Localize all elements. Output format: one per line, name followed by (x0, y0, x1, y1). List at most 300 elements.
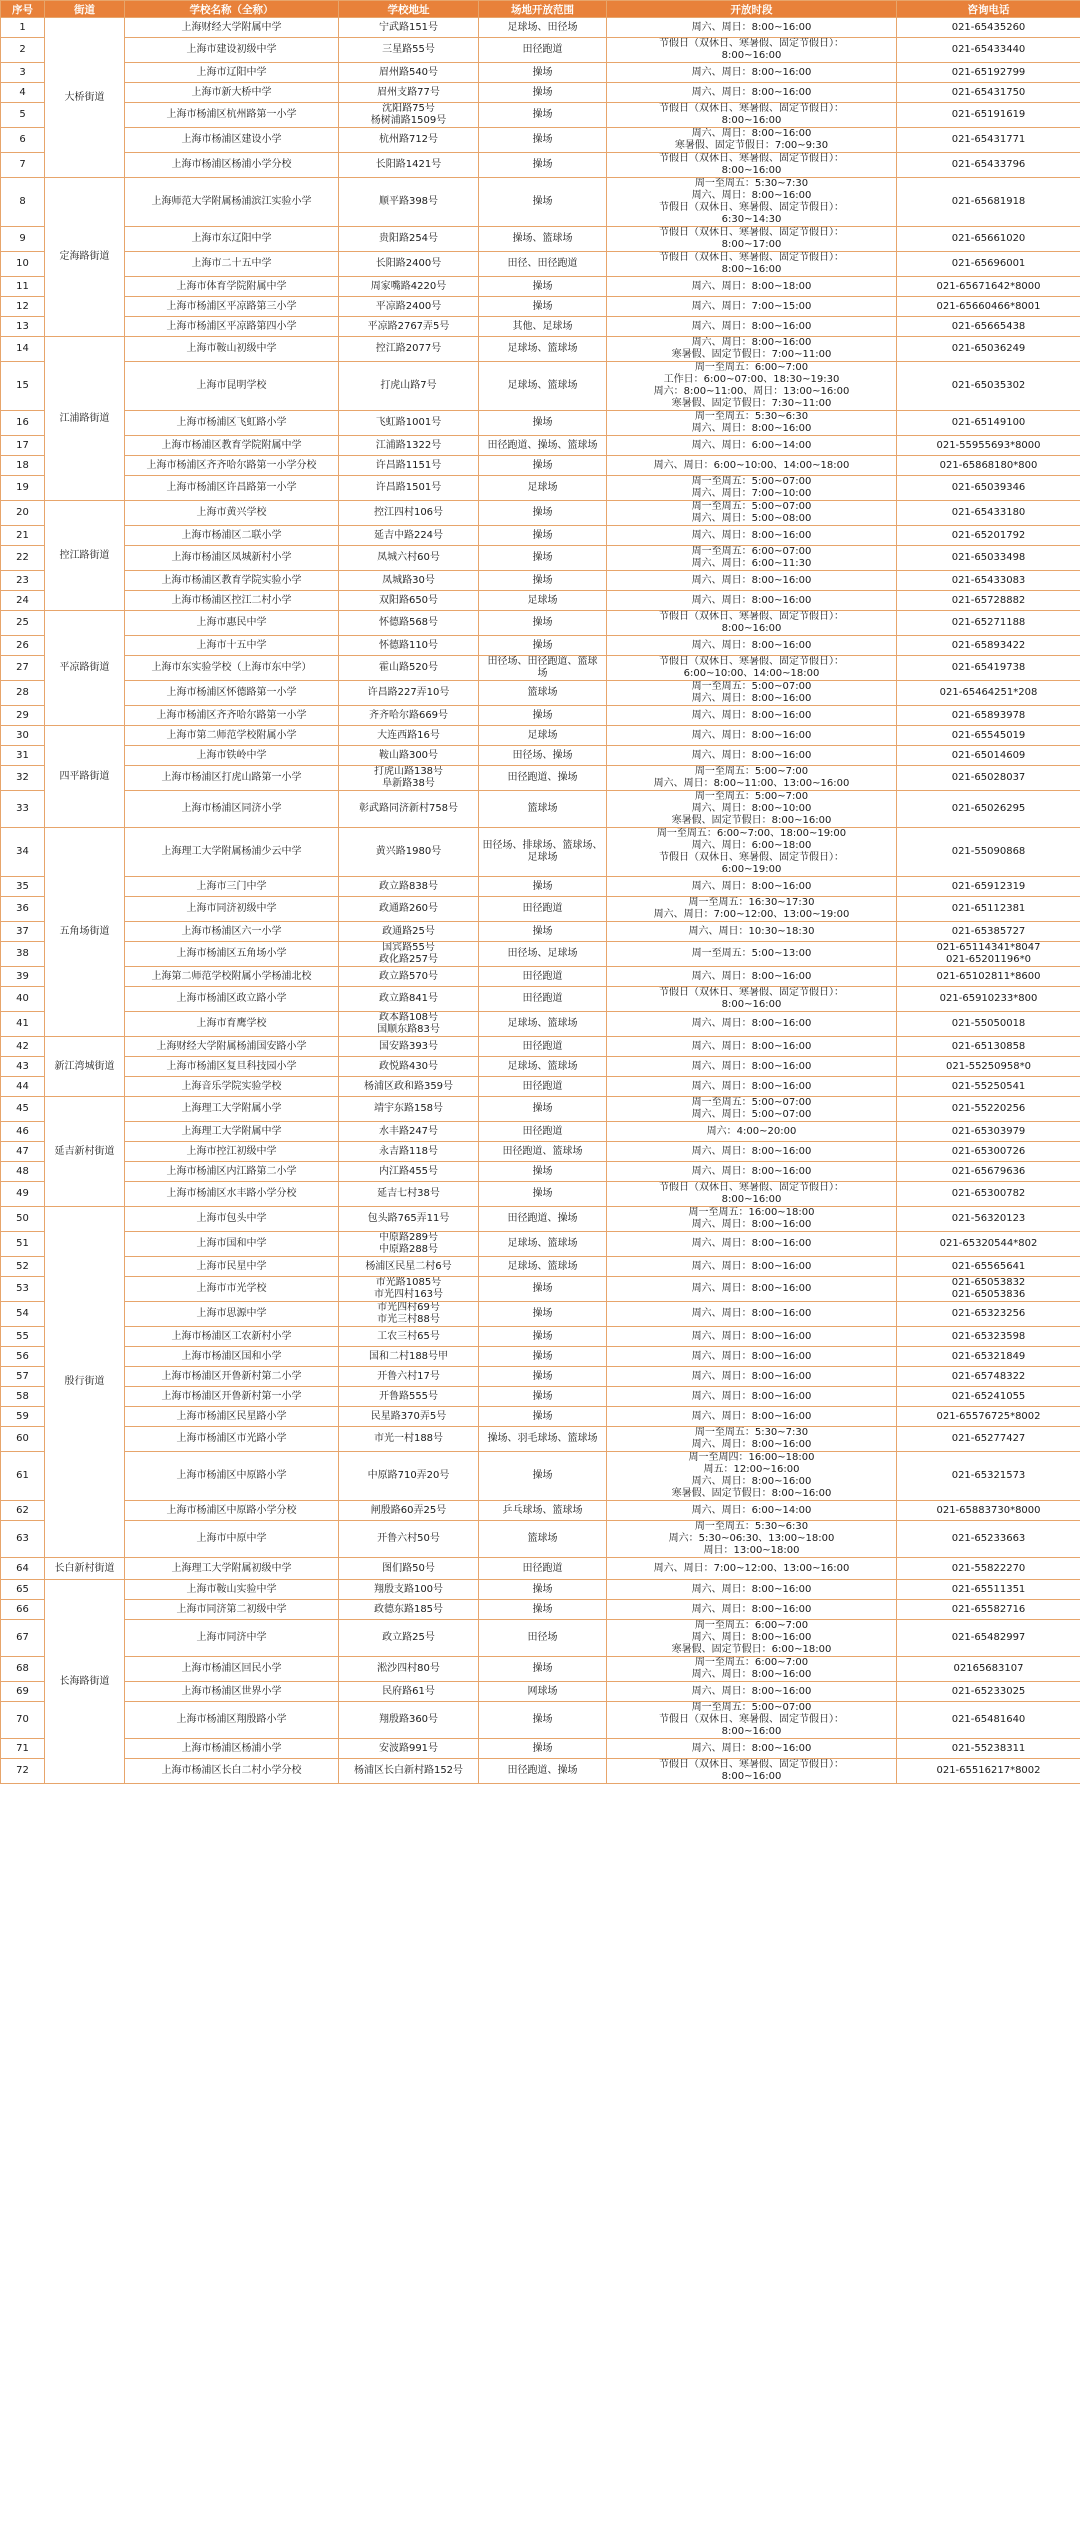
hours-line: 节假日（双休日、寒暑假、固定节假日）： (659, 1759, 844, 1770)
scope-line: 足球场 (527, 594, 558, 606)
table-row (1, 656, 1080, 681)
scope-line: 操场 (532, 507, 553, 518)
scope-line: 足球场、篮球场 (507, 1238, 578, 1249)
phone-number: 021-65728882 (951, 594, 1026, 606)
address-line: 中原路289号 (378, 1232, 439, 1243)
school-name-cell: 上海市杨浦区回民小学 (125, 1657, 339, 1682)
hours-cell (607, 1620, 897, 1657)
hours-line: 周六、周日：8:00~16:00 (691, 1260, 812, 1272)
scope-cell (479, 1207, 607, 1232)
scope-cell (479, 337, 607, 362)
table-row (1, 178, 1080, 227)
hours-cell (607, 1232, 897, 1257)
hours-line: 8:00~16:00 (721, 1771, 782, 1782)
scope-line: 操场 (532, 134, 553, 145)
hours-line: 周六、周日：6:00~14:00 (691, 1504, 812, 1516)
hours-cell (607, 153, 897, 178)
address-cell (339, 828, 479, 877)
scope-cell (479, 128, 607, 153)
school-name-cell: 上海市杨浦区平凉路第三小学 (125, 297, 339, 317)
phone-cell (897, 362, 1080, 411)
table-row (1, 18, 1080, 38)
hours-cell (607, 1057, 897, 1077)
address-cell (339, 877, 479, 897)
school-name-cell: 上海市国和中学 (125, 1232, 339, 1257)
hours-cell (607, 1521, 897, 1558)
hours-line: 周六、周日：8:00~16:00 (691, 709, 812, 721)
address-cell (339, 1367, 479, 1387)
address-line: 阜新路38号 (382, 778, 435, 789)
hours-cell (607, 1142, 897, 1162)
address-cell (339, 476, 479, 501)
scope-line: 操场 (532, 1714, 553, 1725)
phone-cell (897, 1037, 1080, 1057)
school-name-cell: 上海市杨浦区杨浦小学 (125, 1739, 339, 1759)
hours-line: 周六、周日：5:00~08:00 (691, 513, 812, 524)
scope-cell (479, 1521, 607, 1558)
hours-cell (607, 942, 897, 967)
row-number-cell: 46 (1, 1122, 45, 1142)
table-row (1, 1407, 1080, 1427)
school-name-cell: 上海市中原中学 (125, 1521, 339, 1558)
phone-cell (897, 83, 1080, 103)
address-cell (339, 1600, 479, 1620)
hours-line: 节假日（双休日、寒暑假、固定节假日）： (659, 153, 844, 164)
table-row (1, 967, 1080, 987)
table-row (1, 877, 1080, 897)
school-name-cell: 上海市包头中学 (125, 1207, 339, 1232)
header-cell-scope: 场地开放范围 (479, 1, 607, 18)
address-line: 靖宇东路158号 (373, 1103, 444, 1114)
table-row (1, 103, 1080, 128)
hours-cell (607, 1580, 897, 1600)
address-line: 贵阳路254号 (378, 233, 439, 244)
school-name-cell: 上海市体育学院附属中学 (125, 277, 339, 297)
scope-cell (479, 546, 607, 571)
row-number-cell: 59 (1, 1407, 45, 1427)
row-number-cell: 70 (1, 1702, 45, 1739)
address-cell (339, 1182, 479, 1207)
school-name-cell: 上海市杨浦区控江二村小学 (125, 591, 339, 611)
phone-number: 021-65300782 (951, 1188, 1026, 1199)
hours-cell (607, 1182, 897, 1207)
scope-cell (479, 63, 607, 83)
phone-number: 021-65385727 (951, 925, 1026, 937)
phone-number: 021-65433440 (951, 44, 1026, 55)
hours-cell (607, 252, 897, 277)
row-number-cell: 33 (1, 791, 45, 828)
hours-line: 节假日（双休日、寒暑假、固定节假日）： (659, 227, 844, 238)
scope-line: 操场 (532, 1470, 553, 1481)
address-cell (339, 1162, 479, 1182)
row-number-cell: 38 (1, 942, 45, 967)
address-cell (339, 922, 479, 942)
hours-line: 周六、周日：8:00~16:00 (691, 423, 812, 434)
table-row (1, 726, 1080, 746)
table-row (1, 1277, 1080, 1302)
row-number-cell: 27 (1, 656, 45, 681)
scope-line: 操场 (532, 417, 553, 428)
table-row (1, 1387, 1080, 1407)
phone-number-alt: 021-65201196*0 (946, 954, 1031, 965)
row-number-cell: 28 (1, 681, 45, 706)
hours-line: 周一至周五：5:00~07:00 (691, 501, 812, 512)
address-cell (339, 1452, 479, 1501)
subdistrict-cell: 大桥街道 (45, 18, 125, 178)
school-name-cell: 上海财经大学附属中学 (125, 18, 339, 38)
address-cell (339, 1501, 479, 1521)
address-line: 政本路108号 (378, 1012, 439, 1023)
school-name-cell: 上海市杨浦区中原路小学分校 (125, 1501, 339, 1521)
hours-line: 周六、周日：8:00~16:00 (691, 1040, 812, 1052)
scope-line: 操场、篮球场 (512, 233, 573, 244)
table-row (1, 128, 1080, 153)
phone-cell (897, 277, 1080, 297)
scope-cell (479, 1057, 607, 1077)
phone-number: 02165683107 (953, 1663, 1024, 1674)
hours-line: 节假日（双休日、寒暑假、固定节假日）： (659, 103, 844, 114)
scope-cell (479, 611, 607, 636)
phone-cell (897, 456, 1080, 476)
phone-number: 021-65321849 (951, 1350, 1026, 1362)
hours-cell (607, 18, 897, 38)
table-row (1, 1122, 1080, 1142)
hours-line: 周六、周日：8:00~16:00 (691, 1330, 812, 1342)
school-name-cell: 上海市杨浦区工农新村小学 (125, 1327, 339, 1347)
address-line: 顺平路398号 (378, 196, 439, 207)
address-line: 怀德路568号 (378, 617, 439, 628)
hours-cell (607, 1702, 897, 1739)
scope-line: 足球场、篮球场 (507, 1018, 578, 1029)
hours-line: 周一至周五：16:30~17:30 (688, 897, 815, 908)
school-name-cell: 上海市杨浦区翔殷路小学 (125, 1702, 339, 1739)
address-line: 工农三村65号 (377, 1330, 440, 1342)
hours-line: 8:00~16:00 (721, 50, 782, 61)
scope-line: 足球场、篮球场 (507, 343, 578, 354)
school-name-cell: 上海财经大学附属杨浦国安路小学 (125, 1037, 339, 1057)
school-name-cell: 上海理工大学附属初级中学 (125, 1558, 339, 1580)
scope-cell (479, 766, 607, 791)
address-cell (339, 83, 479, 103)
scope-cell (479, 277, 607, 297)
scope-line: 田径跑道 (522, 993, 563, 1004)
hours-line: 周六、周日：8:00~16:00 (691, 880, 812, 892)
table-row (1, 1012, 1080, 1037)
hours-line: 周六、周日：6:00~11:30 (691, 558, 812, 569)
table-row (1, 987, 1080, 1012)
hours-line: 周六、周日：8:00~16:00 (691, 1476, 812, 1487)
hours-line: 周六、周日：8:00~16:00 (691, 1283, 812, 1294)
phone-number: 021-65102811*8600 (936, 970, 1041, 982)
scope-line: 田径跑道、操场、篮球场 (487, 439, 598, 451)
hours-line: 寒暑假、固定节假日：8:00~16:00 (671, 1488, 832, 1499)
address-line: 杨浦区民星二村6号 (365, 1260, 452, 1272)
school-name-cell: 上海市同济初级中学 (125, 897, 339, 922)
phone-cell (897, 591, 1080, 611)
subdistrict-cell: 控江路街道 (45, 501, 125, 611)
table-row (1, 1057, 1080, 1077)
phone-cell (897, 1558, 1080, 1580)
school-name-cell: 上海市鞍山初级中学 (125, 337, 339, 362)
address-line: 彰武路同济新村758号 (358, 803, 459, 814)
scope-cell (479, 1077, 607, 1097)
address-cell (339, 766, 479, 791)
hours-line: 周一至周五：5:00~7:00 (694, 791, 809, 802)
address-line: 长阳路1421号 (375, 159, 442, 170)
scope-line: 操场 (532, 617, 553, 628)
phone-cell (897, 1347, 1080, 1367)
scope-cell (479, 791, 607, 828)
address-cell (339, 362, 479, 411)
phone-cell (897, 1739, 1080, 1759)
school-name-cell: 上海市杨浦区打虎山路第一小学 (125, 766, 339, 791)
phone-cell (897, 1407, 1080, 1427)
address-line: 霍山路520号 (378, 662, 439, 673)
scope-line: 田径跑道、篮球场 (502, 1145, 583, 1157)
row-number-cell: 8 (1, 178, 45, 227)
phone-number: 021-65114341*8047 (936, 942, 1041, 953)
scope-cell (479, 922, 607, 942)
phone-cell (897, 571, 1080, 591)
phone-cell (897, 1580, 1080, 1600)
school-name-cell: 上海市杨浦区怀德路第一小学 (125, 681, 339, 706)
scope-line: 操场 (532, 1603, 553, 1615)
scope-cell (479, 18, 607, 38)
phone-cell (897, 1427, 1080, 1452)
scope-cell (479, 1657, 607, 1682)
table-row (1, 277, 1080, 297)
hours-line: 节假日（双休日、寒暑假、固定节假日）： (659, 1182, 844, 1193)
scope-line: 操场 (532, 196, 553, 207)
phone-cell (897, 1387, 1080, 1407)
phone-cell (897, 1521, 1080, 1558)
table-row (1, 1682, 1080, 1702)
address-line: 民府路61号 (382, 1685, 435, 1697)
scope-line: 操场 (532, 1583, 553, 1595)
table-row (1, 1600, 1080, 1620)
school-name-cell: 上海市杨浦区平凉路第四小学 (125, 317, 339, 337)
scope-cell (479, 942, 607, 967)
table-row (1, 297, 1080, 317)
row-number-cell: 6 (1, 128, 45, 153)
hours-line: 周六、周日：8:00~16:00 (691, 693, 812, 704)
school-name-cell: 上海音乐学院实验学校 (125, 1077, 339, 1097)
hours-line: 8:00~16:00 (721, 1194, 782, 1205)
address-cell (339, 1521, 479, 1558)
hours-cell (607, 1012, 897, 1037)
address-line: 闸殷路60弄25号 (370, 1504, 447, 1516)
scope-line: 操场 (532, 925, 553, 937)
address-line: 内江路455号 (378, 1165, 439, 1177)
phone-cell (897, 897, 1080, 922)
phone-number: 021-65435260 (951, 21, 1026, 33)
hours-cell (607, 1452, 897, 1501)
phone-cell (897, 726, 1080, 746)
row-number-cell: 22 (1, 546, 45, 571)
hours-line: 节假日（双休日、寒暑假、固定节假日）： (659, 987, 844, 998)
hours-cell (607, 1759, 897, 1784)
phone-number: 021-65748322 (951, 1370, 1026, 1382)
hours-line: 周六、周日：8:00~16:00 (691, 1685, 812, 1697)
table-row (1, 1162, 1080, 1182)
hours-cell (607, 967, 897, 987)
phone-number: 021-65320544*802 (939, 1238, 1038, 1249)
subdistrict-cell: 平凉路街道 (45, 611, 125, 726)
row-number-cell: 7 (1, 153, 45, 178)
address-cell (339, 411, 479, 436)
scope-cell (479, 746, 607, 766)
scope-line: 操场 (532, 1350, 553, 1362)
address-cell (339, 611, 479, 636)
row-number-cell: 30 (1, 726, 45, 746)
table-row (1, 706, 1080, 726)
table-row (1, 1427, 1080, 1452)
scope-line: 操场 (532, 1390, 553, 1402)
scope-cell (479, 526, 607, 546)
school-name-cell: 上海市控江初级中学 (125, 1142, 339, 1162)
school-name-cell: 上海市杨浦区长白二村小学分校 (125, 1759, 339, 1784)
phone-cell (897, 252, 1080, 277)
hours-line: 周六：8:00~11:00、周日：13:00~16:00 (653, 386, 850, 397)
address-cell (339, 987, 479, 1012)
scope-line: 操场 (532, 639, 553, 651)
address-cell (339, 297, 479, 317)
hours-line: 周六：5:30~06:30、13:00~18:00 (668, 1533, 835, 1544)
school-name-cell: 上海市杨浦区飞虹路小学 (125, 411, 339, 436)
scope-cell (479, 501, 607, 526)
hours-cell (607, 1367, 897, 1387)
school-name-cell: 上海市杨浦区政立路小学 (125, 987, 339, 1012)
hours-line: 寒暑假、固定节假日：7:00~11:00 (671, 349, 832, 360)
hours-line: 周六、周日：7:00~15:00 (691, 300, 812, 312)
address-cell (339, 1558, 479, 1580)
phone-number: 021-65665438 (951, 320, 1026, 332)
address-cell (339, 1077, 479, 1097)
scope-cell (479, 1097, 607, 1122)
header-cell-phone: 咨询电话 (897, 1, 1080, 18)
hours-cell (607, 1122, 897, 1142)
scope-cell (479, 656, 607, 681)
phone-number: 021-55250958*0 (946, 1060, 1031, 1072)
hours-line: 周一至周五：6:00~7:00、18:00~19:00 (656, 828, 847, 839)
table-row (1, 411, 1080, 436)
school-name-cell: 上海市杨浦区教育学院实验小学 (125, 571, 339, 591)
address-cell (339, 1620, 479, 1657)
hours-cell (607, 297, 897, 317)
address-cell (339, 546, 479, 571)
hours-cell (607, 1739, 897, 1759)
school-name-cell: 上海市杨浦区杭州路第一小学 (125, 103, 339, 128)
hours-cell (607, 1657, 897, 1682)
phone-number: 021-65241055 (951, 1390, 1026, 1402)
phone-cell (897, 1367, 1080, 1387)
scope-cell (479, 1407, 607, 1427)
hours-line: 周五：12:00~16:00 (703, 1464, 800, 1475)
hours-line: 周六、周日：8:00~16:00 (691, 1583, 812, 1595)
row-number-cell: 42 (1, 1037, 45, 1057)
school-name-cell: 上海市东辽阳中学 (125, 227, 339, 252)
school-name-cell: 上海市杨浦区中原路小学 (125, 1452, 339, 1501)
hours-line: 周一至周四：16:00~18:00 (688, 1452, 815, 1463)
scope-line: 操场 (532, 109, 553, 120)
hours-line: 周六、周日：8:00~16:00 (691, 1390, 812, 1402)
hours-cell (607, 706, 897, 726)
hours-line: 8:00~17:00 (721, 239, 782, 250)
hours-line: 周一至周五：6:00~7:00 (694, 362, 809, 373)
address-cell (339, 942, 479, 967)
address-cell (339, 38, 479, 63)
phone-number: 021-65233025 (951, 1685, 1026, 1697)
school-name-cell: 上海市育鹰学校 (125, 1012, 339, 1037)
school-name-cell: 上海市第二师范学校附属小学 (125, 726, 339, 746)
hours-line: 周一至周五：5:00~07:00 (691, 1097, 812, 1108)
row-number-cell: 56 (1, 1347, 45, 1367)
hours-line: 周六、周日：8:00~16:00 (691, 574, 812, 586)
hours-line: 周一至周五：6:00~7:00 (694, 1620, 809, 1631)
hours-cell (607, 1427, 897, 1452)
phone-cell (897, 436, 1080, 456)
hours-line: 寒暑假、固定节假日：8:00~16:00 (671, 815, 832, 826)
school-name-cell: 上海市杨浦区建设小学 (125, 128, 339, 153)
phone-number: 021-65201792 (951, 529, 1026, 541)
hours-line: 周六、周日：8:00~16:00 (691, 21, 812, 33)
subdistrict-cell: 五角场街道 (45, 828, 125, 1037)
hours-cell (607, 591, 897, 611)
scope-line: 操场 (532, 1330, 553, 1342)
hours-line: 6:00~10:00、14:00~18:00 (683, 668, 820, 679)
hours-cell (607, 38, 897, 63)
phone-number: 021-55822270 (951, 1562, 1026, 1574)
phone-number: 021-65582716 (951, 1603, 1026, 1615)
hours-line: 工作日：6:00~07:00、18:30~19:30 (663, 374, 840, 385)
table-row (1, 1257, 1080, 1277)
scope-cell (479, 726, 607, 746)
hours-cell (607, 1387, 897, 1407)
row-number-cell: 54 (1, 1302, 45, 1327)
phone-number: 021-65671642*8000 (936, 280, 1041, 292)
address-line: 平凉路2767弄5号 (367, 320, 450, 332)
hours-line: 周六、周日：8:00~18:00 (691, 280, 812, 292)
scope-line: 操场 (532, 459, 553, 471)
address-line: 凤城六村60号 (377, 552, 440, 563)
hours-cell (607, 1407, 897, 1427)
scope-line: 操场 (532, 280, 553, 292)
scope-line: 操场 (532, 1165, 553, 1177)
phone-cell (897, 1620, 1080, 1657)
school-name-cell: 上海市铁岭中学 (125, 746, 339, 766)
scope-cell (479, 1452, 607, 1501)
row-number-cell: 71 (1, 1739, 45, 1759)
phone-cell (897, 178, 1080, 227)
scope-line: 田径场、田径跑道、篮球 (487, 656, 598, 667)
school-name-cell: 上海市昆明学校 (125, 362, 339, 411)
hours-cell (607, 1501, 897, 1521)
address-cell (339, 1142, 479, 1162)
phone-number: 021-65130858 (951, 1040, 1026, 1052)
hours-cell (607, 726, 897, 746)
scope-cell (479, 1702, 607, 1739)
phone-number: 021-65035302 (951, 380, 1026, 391)
scope-line: 操场 (532, 1742, 553, 1754)
address-line: 齐齐哈尔路669号 (368, 709, 449, 721)
scope-cell (479, 1387, 607, 1407)
row-number-cell: 51 (1, 1232, 45, 1257)
hours-cell (607, 1558, 897, 1580)
school-name-cell: 上海市杨浦区国和小学 (125, 1347, 339, 1367)
phone-cell (897, 1501, 1080, 1521)
phone-number: 021-65014609 (951, 749, 1026, 761)
row-number-cell: 26 (1, 636, 45, 656)
